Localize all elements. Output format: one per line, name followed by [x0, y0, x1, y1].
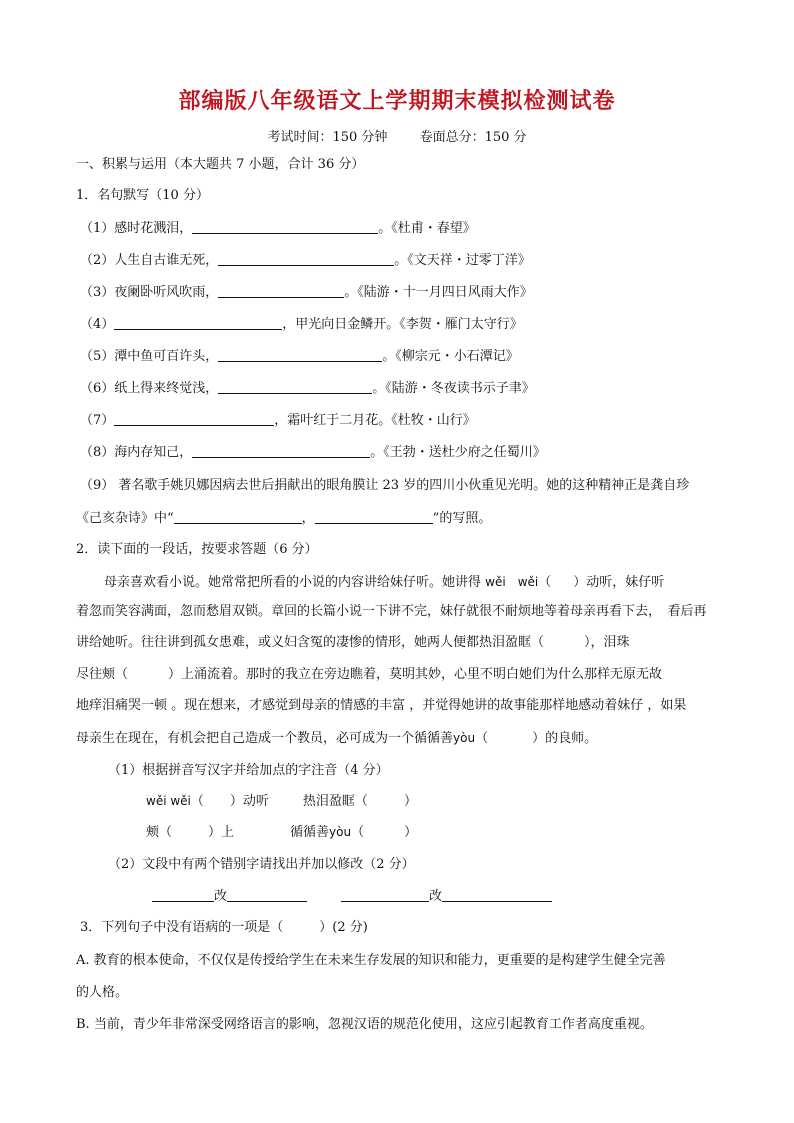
fix-label: 改	[429, 889, 443, 904]
item-source: ，甲光向日金鳞开。《李贺・雁门太守行》	[282, 317, 523, 332]
passage-text: ）动听，妹仔听	[573, 575, 665, 590]
pinyin-text: yòu	[329, 825, 352, 839]
item-source: 。《王勃・送杜少府之任蜀川》	[370, 445, 546, 460]
answer-blank[interactable]	[114, 315, 282, 330]
passage-line-2: 着忽而笑容满面，忽而愁眉双锁。章回的长篇小说一下讲不完，妹仔就很不耐烦地等着母亲再看下去， 看后再	[76, 604, 707, 619]
q2-sub2-answers	[152, 887, 552, 906]
answer-blank[interactable]	[341, 887, 429, 902]
answer-blank[interactable]	[172, 824, 208, 838]
row-text: 热泪盈眶（	[302, 794, 368, 809]
q1-item-7	[80, 411, 476, 430]
row-text: 颊（	[146, 825, 173, 840]
question-text: 3．下列句子中没有语病的一项是（	[80, 920, 284, 935]
item-number: （5）	[80, 349, 115, 364]
item-number: （8）	[80, 445, 115, 460]
option-b-line1: B. 当前，青少年非常深受网络语言的影响，忽视汉语的规范化使用，这应引起教育工作者高度重视。	[76, 1017, 653, 1032]
answer-blank[interactable]	[283, 919, 319, 933]
q2-sub1-row1: wěi wěi（ ）动听 热泪盈眶（ ）	[146, 794, 417, 809]
item-number: （7）	[80, 413, 115, 428]
q1-item-1	[80, 219, 476, 238]
passage-line-1: 母亲喜欢看小说。她常常把所看的小说的内容讲给妹仔听。她讲得 wěi wěi（ ）动听，妹仔听	[104, 575, 665, 590]
answer-blank[interactable]	[218, 283, 344, 298]
exam-time: 考试时间：150 分钟	[267, 130, 388, 145]
exam-score: 卷面总分：150 分	[419, 130, 527, 145]
item9-prefix: 《己亥杂诗》中“	[76, 511, 174, 526]
answer-blank[interactable]	[218, 379, 372, 394]
question-text: ）(2 分)	[319, 920, 368, 935]
passage-line-4	[76, 666, 662, 684]
passage-line-5: 地痒泪痛哭一顿 。现在想来，才感觉到母亲的情感的丰富 ，并觉得她讲的故事能那样地感动着妹仔 ，如果	[76, 698, 687, 713]
answer-blank[interactable]	[315, 509, 433, 524]
item-prompt: 人生自古谁无死，	[114, 253, 219, 268]
q1-item-2	[80, 251, 531, 270]
row-text: ）动听	[229, 794, 269, 809]
item-source: 。《文天祥・过零丁洋》	[394, 253, 531, 268]
item-prompt: 感时花溅泪，	[114, 221, 193, 236]
answer-blank[interactable]	[114, 411, 274, 426]
question-3-heading	[80, 919, 368, 937]
q2-sub2-heading: （2）文段中有两个错别字请找出并加以修改（2 分）	[108, 857, 415, 872]
answer-blank[interactable]	[551, 574, 573, 588]
q2-sub1-heading: （1）根据拼音写汉字并给加点的字注音（4 分）	[108, 763, 389, 778]
passage-text: 母亲喜欢看小说。她常常把所看的小说的内容讲给妹仔听。她讲得	[104, 575, 482, 590]
item-source: 。《陆游・冬夜读书示子聿》	[372, 381, 535, 396]
item9-comma: ，	[301, 511, 315, 526]
passage-text: 母亲生在现在，有机会把自己造成一个教员，必可成为一个循循善	[76, 731, 454, 746]
answer-blank[interactable]	[368, 793, 404, 807]
answer-blank[interactable]	[218, 251, 394, 266]
page-title: 部编版八年级语文上学期期末模拟检测试卷	[178, 89, 616, 114]
answer-blank[interactable]	[227, 887, 307, 902]
answer-blank[interactable]	[442, 887, 552, 902]
passage-text: ）的良师。	[532, 731, 598, 746]
row-text: ）上	[208, 825, 235, 840]
item-source: ，霜叶红于二月花。《杜牧・山行》	[274, 413, 476, 428]
pinyin-text: wěi wěi	[146, 794, 191, 808]
q1-item-4	[80, 315, 523, 334]
item-number: （2）	[80, 253, 115, 268]
q2-sub1-row2: 颊（ ）上 循循善yòu（ ）	[146, 825, 418, 840]
item-prompt: 海内存知己，	[114, 445, 193, 460]
question-1-heading: 1．名句默写（10 分）	[76, 188, 209, 203]
q1-item-9-line2	[76, 509, 491, 528]
answer-blank[interactable]	[192, 443, 370, 458]
item-number: （1）	[80, 221, 115, 236]
answer-blank[interactable]	[544, 634, 584, 648]
item-prompt: 纸上得来终觉浅，	[114, 381, 219, 396]
item-source: 。《陆游・十一月四日风雨大作》	[344, 285, 533, 300]
answer-blank[interactable]	[488, 730, 532, 744]
answer-blank[interactable]	[174, 509, 302, 524]
answer-blank[interactable]	[192, 219, 378, 234]
section-heading: 一、积累与运用（本大题共 7 小题，合计 36 分）	[76, 157, 365, 172]
item-prompt: 夜阑卧听风吹雨，	[114, 285, 219, 300]
passage-line-3	[76, 634, 630, 652]
passage-line-6: 母亲生在现在，有机会把自己造成一个教员，必可成为一个循循善yòu（ ）的良师。	[76, 731, 598, 746]
passage-text: ）上涌流着。那时的我立在旁边瞧着，莫明其妙，心里不明白她们为什么那样无原无故	[168, 667, 663, 682]
answer-blank[interactable]	[152, 887, 214, 902]
option-a-line1: A. 教育的根本使命，不仅仅是传授给学生在未来生存发展的知识和能力，更重要的是构建学生健全完善	[76, 953, 666, 968]
q1-item-6	[80, 379, 535, 398]
item-number: （6）	[80, 381, 115, 396]
item-number: （4）	[80, 317, 115, 332]
row-text: 循循善	[290, 825, 330, 840]
passage-text: ），泪珠	[584, 635, 630, 650]
q1-item-8	[80, 443, 546, 462]
answer-blank[interactable]	[128, 666, 168, 680]
option-a-line2: 的人格。	[76, 985, 129, 1000]
passage-text: 讲给她听。往往讲到孤女患难，或义妇含冤的凄惨的情形，她两人便都热泪盈眶（	[76, 635, 545, 650]
passage-text: 尽往颊（	[76, 667, 129, 682]
pinyin-text: yòu	[453, 731, 476, 745]
item-source: 。《柳宗元・小石潭记》	[382, 349, 519, 364]
q1-item-9-line1: （9） 著名歌手姚贝娜因病去世后捐献出的眼角膜让 23 岁的四川小伙重见光明。她的这种精神正是龚自珍	[80, 478, 690, 493]
answer-blank[interactable]	[204, 793, 230, 807]
fix-label: 改	[214, 889, 228, 904]
item-source: 。《杜甫・春望》	[378, 221, 476, 236]
question-2-heading: 2．读下面的一段话，按要求答题（6 分）	[76, 542, 318, 557]
answer-blank[interactable]	[218, 347, 382, 362]
exam-meta	[0, 126, 794, 145]
pinyin-text: wěi wěi	[485, 575, 539, 589]
item9-suffix: ”的写照。	[432, 511, 492, 526]
q1-item-5	[80, 347, 519, 366]
answer-blank[interactable]	[364, 824, 404, 838]
item-number: （3）	[80, 285, 115, 300]
item-prompt: 潭中鱼可百许头，	[114, 349, 219, 364]
q1-item-3	[80, 283, 533, 302]
